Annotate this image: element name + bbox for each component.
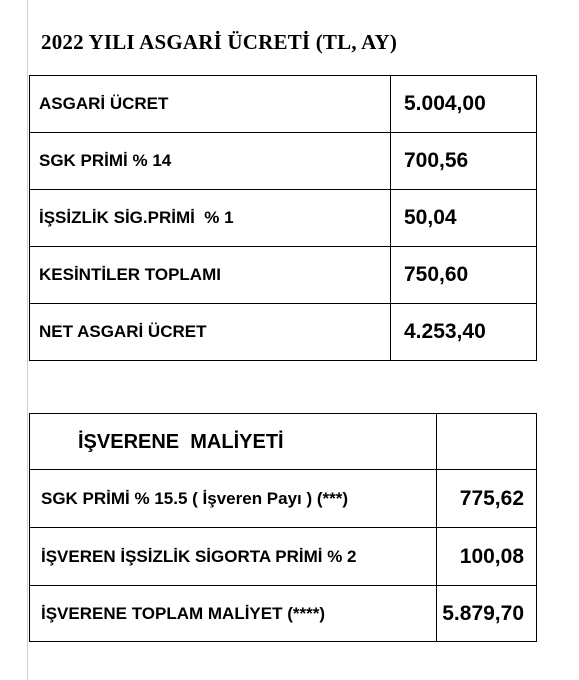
row-label: SGK PRİMİ % 14 (30, 133, 391, 190)
table-row (30, 528, 537, 586)
minimum-wage-table (29, 75, 537, 361)
page-title: 2022 YILI ASGARİ ÜCRETİ (TL, AY) (41, 30, 398, 54)
table-header: İŞVERENE MALİYETİ (30, 414, 437, 470)
row-value: 100,08 (437, 528, 537, 586)
employer-cost-table (29, 413, 537, 642)
row-label: KESİNTİLER TOPLAMI (30, 247, 391, 304)
row-value: 700,56 (391, 133, 537, 190)
table-row (30, 76, 537, 133)
row-label: İŞSİZLİK SİG.PRİMİ % 1 (30, 190, 391, 247)
row-label: İŞVEREN İŞSİZLİK SİGORTA PRİMİ % 2 (30, 528, 437, 586)
row-value: 50,04 (391, 190, 537, 247)
row-label: İŞVERENE TOPLAM MALİYET (****) (30, 586, 437, 642)
row-value: 4.253,40 (391, 304, 537, 361)
row-label: NET ASGARİ ÜCRET (30, 304, 391, 361)
table-row (30, 190, 537, 247)
row-value: 750,60 (391, 247, 537, 304)
table-row (30, 470, 537, 528)
table-header-value (437, 414, 537, 470)
table-row (30, 304, 537, 361)
row-value: 775,62 (437, 470, 537, 528)
table-header-row (30, 414, 537, 470)
row-label: SGK PRİMİ % 15.5 ( İşveren Payı ) (***) (30, 470, 437, 528)
table-row (30, 247, 537, 304)
row-value: 5.879,70 (437, 586, 537, 642)
table-row (30, 133, 537, 190)
page-margin-line (27, 0, 28, 680)
row-label: ASGARİ ÜCRET (30, 76, 391, 133)
table-row (30, 586, 537, 642)
row-value: 5.004,00 (391, 76, 537, 133)
